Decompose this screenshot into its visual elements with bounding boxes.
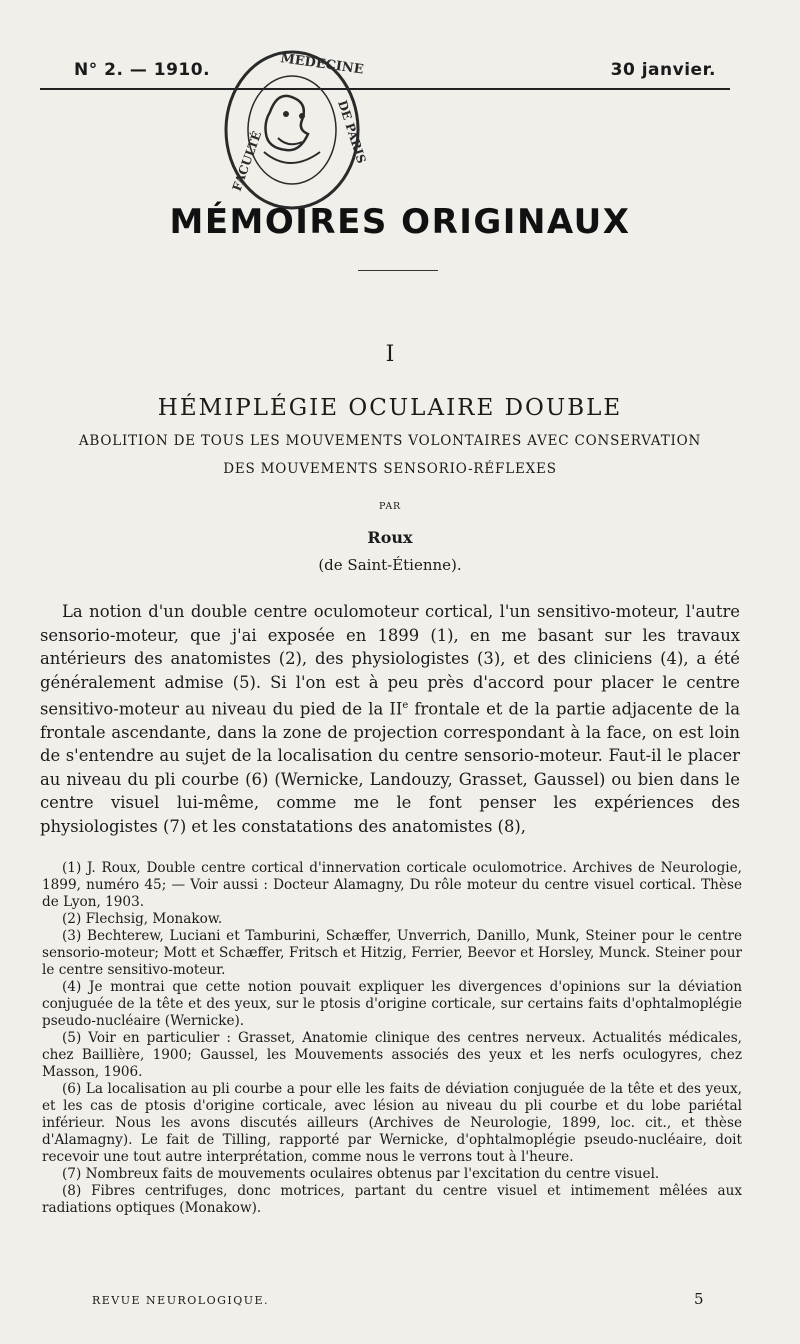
footnote-8: (8) Fibres centrifuges, donc motrices, partant du centre visuel et intimement mêlées aux radiations optiques (Monakow). [42, 1183, 742, 1216]
footnote-1: (1) J. Roux, Double centre cortical d'innervation corticale oculomotrice. Archives de Neurologie, 1899, numéro 45; — Voir aussi : Docteur Alamagny, Du rôle moteur du centre visuel cortical. Thèse de Lyon, 1903. [42, 860, 742, 910]
article-number: I [385, 342, 395, 367]
article-subtitle-line-1: ABOLITION DE TOUS LES MOUVEMENTS VOLONTAIRES AVEC CONSERVATION [78, 433, 702, 449]
journal-name-footer: REVUE NEUROLOGIQUE. [92, 1294, 270, 1307]
author-name: Roux [367, 528, 413, 547]
library-stamp-icon [218, 42, 370, 220]
title-divider [358, 270, 438, 271]
section-title: MÉMOIRES ORIGINAUX [169, 202, 631, 242]
footnote-7: (7) Nombreux faits de mouvements oculaires obtenus par l'excitation du centre visuel. [62, 1166, 660, 1182]
article-body [40, 600, 740, 838]
page-number: 5 [694, 1290, 704, 1308]
article-title: HÉMIPLÉGIE OCULAIRE DOUBLE [157, 395, 623, 421]
footnote-3: (3) Bechterew, Luciani et Tamburini, Schæffer, Unverrich, Danillo, Munk, Steiner pour le centre sensorio-moteur; Mott et Schæffer, Fritsch et Hitzig, Ferrier, Beevor et Horsley, Munck. Steiner pour le centre sensitivo-moteur. [42, 928, 742, 978]
author-affiliation: (de Saint-Étienne). [318, 556, 462, 574]
article-subtitle-line-2: DES MOUVEMENTS SENSORIO-RÉFLEXES [223, 461, 557, 477]
footnote-6: (6) La localisation au pli courbe a pour elle les faits de déviation conjuguée de la tête et des yeux, et les cas de ptosis d'origine corticale, avec lésion au niveau du pli courbe et du lobe pariétal inférieur. Nous les avons discutés ailleurs (Archives de Neurologie, 1899, loc. cit., et thèse d'Alamagny). Le fait de Tilling, rapporté par Wernicke, d'ophtalmoplégie pseudo-nucléaire, doit recevoir une tout autre interprétation, comme nous le verrons tout à l'heure. [42, 1081, 742, 1165]
body-paragraph: La notion d'un double centre oculomoteur cortical, l'un sensitivo-moteur, l'autre sensorio-moteur, que j'ai exposée en 1899 (1), en me basant sur les travaux antérieurs des anatomistes (2), des physiologistes (3), et des cliniciens (4), a été généralement admise (5). Si l'on est à peu près d'accord pour placer le centre sensitivo-moteur au niveau du pied de la IIe frontale et de la partie adjacente de la frontale ascendante, dans la zone de projection correspondant à la face, on est loin de s'entendre au sujet de la localisation du centre sensorio-moteur. Faut-il le placer au niveau du pli courbe (6) (Wernicke, Landouzy, Grasset, Gaussel) ou bien dans le centre visuel lui-même, comme me le font penser les expériences des physiologistes (7) et les constatations des anatomistes (8), [40, 602, 741, 836]
footnotes [42, 860, 742, 1217]
issue-number: N° 2. — 1910. [74, 60, 211, 80]
byline-par: PAR [379, 501, 401, 512]
svg-text:MEDECINE: MEDECINE [279, 51, 365, 78]
footnote-5: (5) Voir en particulier : Grasset, Anatomie clinique des centres nerveux. Actualités médicales, chez Baillière, 1900; Gaussel, les Mouvements associés des yeux et les nerfs oculogyres, chez Masson, 1906. [42, 1030, 742, 1080]
svg-text:FACULTÉ: FACULTÉ [229, 129, 265, 194]
svg-text:DE PARIS: DE PARIS [335, 98, 369, 166]
issue-date: 30 janvier. [610, 60, 716, 80]
footnote-2: (2) Flechsig, Monakow. [62, 911, 223, 927]
footnote-4: (4) Je montrai que cette notion pouvait expliquer les divergences d'opinions sur la déviation conjuguée de la tête et des yeux, sur le ptosis d'origine corticale, sur certains faits d'ophtalmoplégie pseudo-nucléaire (Wernicke). [42, 979, 742, 1029]
running-header [40, 58, 730, 90]
